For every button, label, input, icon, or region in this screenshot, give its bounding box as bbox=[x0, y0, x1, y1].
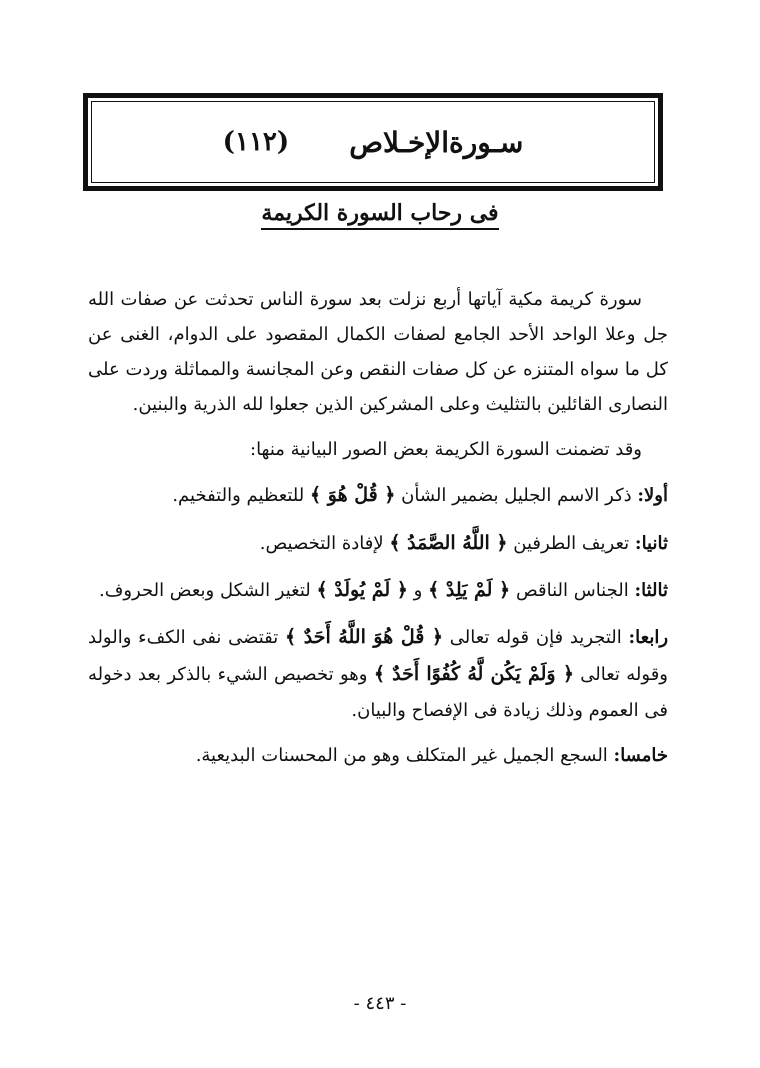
lead-in-paragraph: وقد تضمنت السورة الكريمة بعض الصور البيانية منها: bbox=[250, 439, 642, 461]
point-text: وهو تخصيص الشيء بالذكر بعد دخوله فى العموم وذلك زيادة فى الإفصاح والبيان. bbox=[88, 663, 668, 721]
section-title-text: فى رحاب السورة الكريمة bbox=[261, 200, 498, 230]
quran-quote: ﴿ اللَّهُ الصَّمَدُ ﴾ bbox=[389, 531, 508, 554]
point-third bbox=[88, 572, 668, 609]
point-conjunction: و bbox=[413, 579, 423, 601]
point-text: تقتضى نفى الكفء والولد وقوله تعالى bbox=[88, 626, 668, 685]
point-fifth bbox=[88, 738, 668, 773]
point-fourth bbox=[88, 619, 668, 728]
quran-quote: ﴿ وَلَمْ يَكُن لَّهُ كُفُوًا أَحَدٌ ﴾ bbox=[373, 662, 574, 685]
body-text bbox=[88, 282, 668, 783]
surah-number: (١١٢) bbox=[222, 127, 290, 157]
point-text: السجع الجميل غير المتكلف وهو من المحسنات البديعية. bbox=[195, 744, 608, 766]
point-first bbox=[88, 477, 668, 514]
quran-quote: ﴿ لَمْ يُولَدْ ﴾ bbox=[316, 578, 408, 601]
point-text: ذكر الاسم الجليل بضمير الشأن bbox=[401, 485, 632, 507]
point-second bbox=[88, 525, 668, 562]
quran-quote: ﴿ لَمْ يَلِدْ ﴾ bbox=[428, 578, 511, 601]
point-label: ثانيا: bbox=[634, 532, 668, 554]
point-text: لتغير الشكل وبعض الحروف. bbox=[98, 579, 311, 601]
page-number: - ٤٤٣ - bbox=[353, 993, 407, 1014]
quran-quote: ﴿ قُلْ هُوَ ﴾ bbox=[310, 484, 396, 507]
point-text: لإفادة التخصيص. bbox=[259, 532, 384, 554]
point-label: أولا: bbox=[637, 485, 668, 507]
point-text: التجريد فإن قوله تعالى bbox=[449, 626, 622, 648]
quran-quote: ﴿ قُلْ هُوَ اللَّهُ أَحَدٌ ﴾ bbox=[285, 625, 444, 648]
surah-name: سـورةالإخـلاص bbox=[349, 125, 524, 159]
point-label: ثالثا: bbox=[634, 579, 668, 601]
point-text: الجناس الناقص bbox=[515, 579, 629, 601]
surah-header bbox=[91, 101, 655, 183]
point-label: خامسا: bbox=[613, 744, 668, 766]
surah-header-frame bbox=[83, 93, 663, 191]
point-text: تعريف الطرفين bbox=[513, 532, 630, 554]
section-title bbox=[0, 200, 760, 226]
point-label: رابعا: bbox=[628, 626, 669, 648]
point-text: للتعظيم والتفخيم. bbox=[172, 485, 305, 507]
intro-paragraph: سورة كريمة مكية آياتها أربع نزلت بعد سورة الناس تحدثت عن صفات الله جل وعلا الواحد الأحد الجامع لصفات الكمال المقصود على الدوام، الغنى عن كل ما سواه المتنزه عن كل صفات النقص وعن المجانسة والمماثلة وردت على النصارى القائلين بالتثليث وعلى المشركين الذين جعلوا لله الذرية والبنين. bbox=[88, 289, 668, 416]
